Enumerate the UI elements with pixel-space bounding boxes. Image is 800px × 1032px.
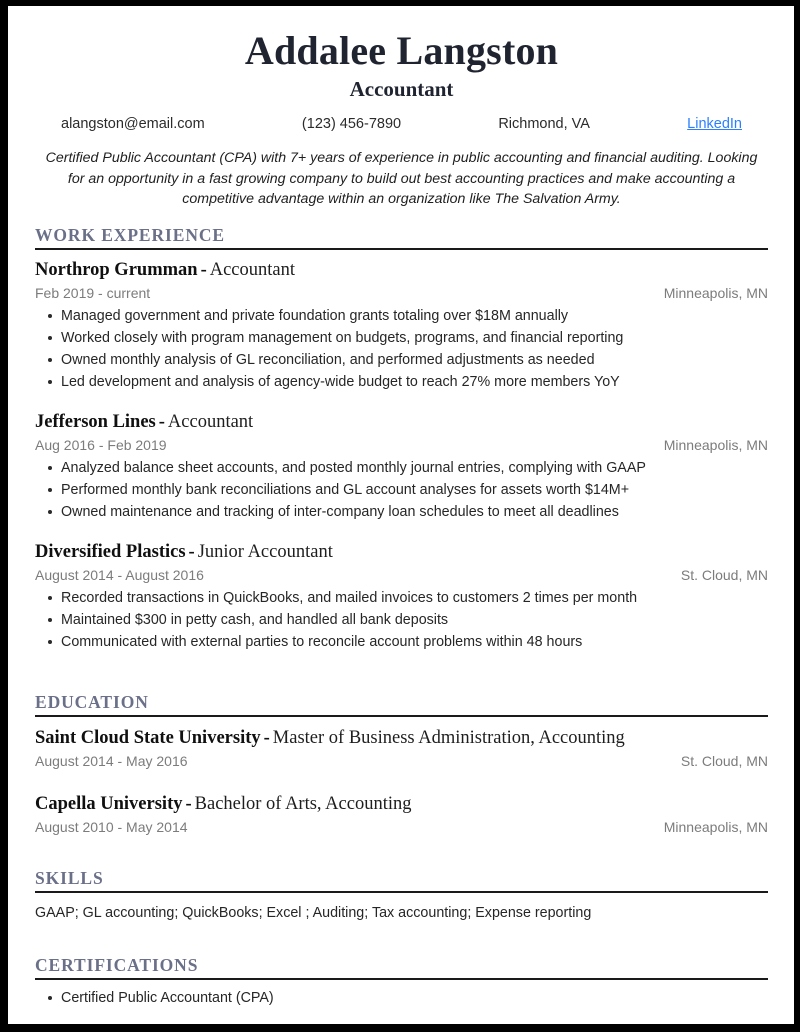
contact-phone[interactable]: (123) 456-7890 [301,116,402,132]
certifications-bullets [35,988,768,1009]
title-separator: - [188,541,195,562]
section-education [35,691,768,837]
education-entry-meta [35,818,768,837]
title-separator: - [158,411,165,432]
bullet-item: Maintained $300 in petty cash, and handled all bank deposits [35,610,768,631]
section-certifications [35,954,768,1009]
education-entry-school: Saint Cloud State University [35,727,261,748]
bullet-item: Led development and analysis of agency-wide budget to reach 27% more members YoY [35,372,768,393]
education-entry-meta [35,752,768,771]
work-entry-bullets [35,306,768,393]
education-entry-title-line [35,727,768,750]
work-entry-meta [35,566,768,585]
title-separator: - [185,793,192,814]
education-entry-title-line [35,793,768,816]
title-separator: - [200,259,207,280]
work-entry-meta [35,284,768,303]
work-entry-bullets [35,588,768,653]
section-heading-certifications: CERTIFICATIONS [35,954,768,980]
education-entry-degree: Master of Business Administration, Accounting [272,727,625,748]
work-entry-bullets [35,458,768,523]
work-entry [35,541,768,653]
work-entry-dates: Aug 2016 - Feb 2019 [35,436,167,453]
professional-summary: Certified Public Accountant (CPA) with 7+ years of experience in public accounting and financial auditing. Looking for an opportunity in a fast growing company to build out best accounting practices and make accounting a competitive advantage within an organization like The Salvation Army. [45,150,758,207]
title-separator: - [263,727,270,748]
bullet-item: Owned maintenance and tracking of inter-company loan schedules to meet all deadlines [35,502,768,523]
resume-header [35,28,768,134]
education-entry-school: Capella University [35,793,183,814]
candidate-job-title: Accountant [349,77,454,101]
section-heading-skills: SKILLS [35,867,768,893]
section-heading-work-experience: WORK EXPERIENCE [35,224,768,250]
work-entry-location: Minneapolis, MN [663,284,768,301]
work-entry [35,259,768,393]
bullet-item: Performed monthly bank reconciliations and GL account analyses for assets worth $14M+ [35,480,768,501]
contact-linkedin-link[interactable]: LinkedIn [687,116,742,132]
resume-document [8,6,794,1024]
work-entry-organization: Northrop Grumman [35,259,198,280]
work-entry-meta [35,436,768,455]
education-entry-dates: August 2010 - May 2014 [35,818,188,835]
bullet-item: Managed government and private foundation grants totaling over $18M annually [35,306,768,327]
bullet-item: Recorded transactions in QuickBooks, and mailed invoices to customers 2 times per month [35,588,768,609]
contact-location: Richmond, VA [498,116,590,132]
work-entry-title-line [35,541,768,564]
bullet-item: Communicated with external parties to reconcile account problems within 48 hours [35,632,768,653]
work-entry-title-line [35,259,768,282]
education-entry-location: St. Cloud, MN [680,752,768,769]
contact-row [35,114,768,134]
contact-email[interactable]: alangston@email.com [61,116,205,132]
bullet-item: Certified Public Accountant (CPA) [35,988,768,1009]
work-entry-location: St. Cloud, MN [680,566,768,583]
education-entry-dates: August 2014 - May 2016 [35,752,188,769]
bullet-item: Analyzed balance sheet accounts, and posted monthly journal entries, complying with GAAP [35,458,768,479]
section-work-experience [35,224,768,653]
work-entry-dates: August 2014 - August 2016 [35,566,204,583]
work-entry-dates: Feb 2019 - current [35,284,151,301]
work-entry-location: Minneapolis, MN [663,436,768,453]
education-entry-location: Minneapolis, MN [663,818,768,835]
section-heading-education: EDUCATION [35,691,768,717]
work-entry-role: Accountant [209,259,296,280]
education-entry-degree: Bachelor of Arts, Accounting [194,793,412,814]
education-entry [35,793,768,837]
work-entry-organization: Diversified Plastics [35,541,186,562]
work-entry-role: Junior Accountant [197,541,333,562]
education-entry [35,727,768,771]
work-entry-title-line [35,411,768,434]
bullet-item: Worked closely with program management on budgets, programs, and financial reporting [35,328,768,349]
work-entry-organization: Jefferson Lines [35,411,156,432]
skills-list: GAAP; GL accounting; QuickBooks; Excel ; Auditing; Tax accounting; Expense reporting [35,904,592,921]
bullet-item: Owned monthly analysis of GL reconciliation, and performed adjustments as needed [35,350,768,371]
work-entry-role: Accountant [167,411,254,432]
candidate-name: Addalee Langston [244,28,559,73]
work-entry [35,411,768,523]
section-skills [35,867,768,924]
